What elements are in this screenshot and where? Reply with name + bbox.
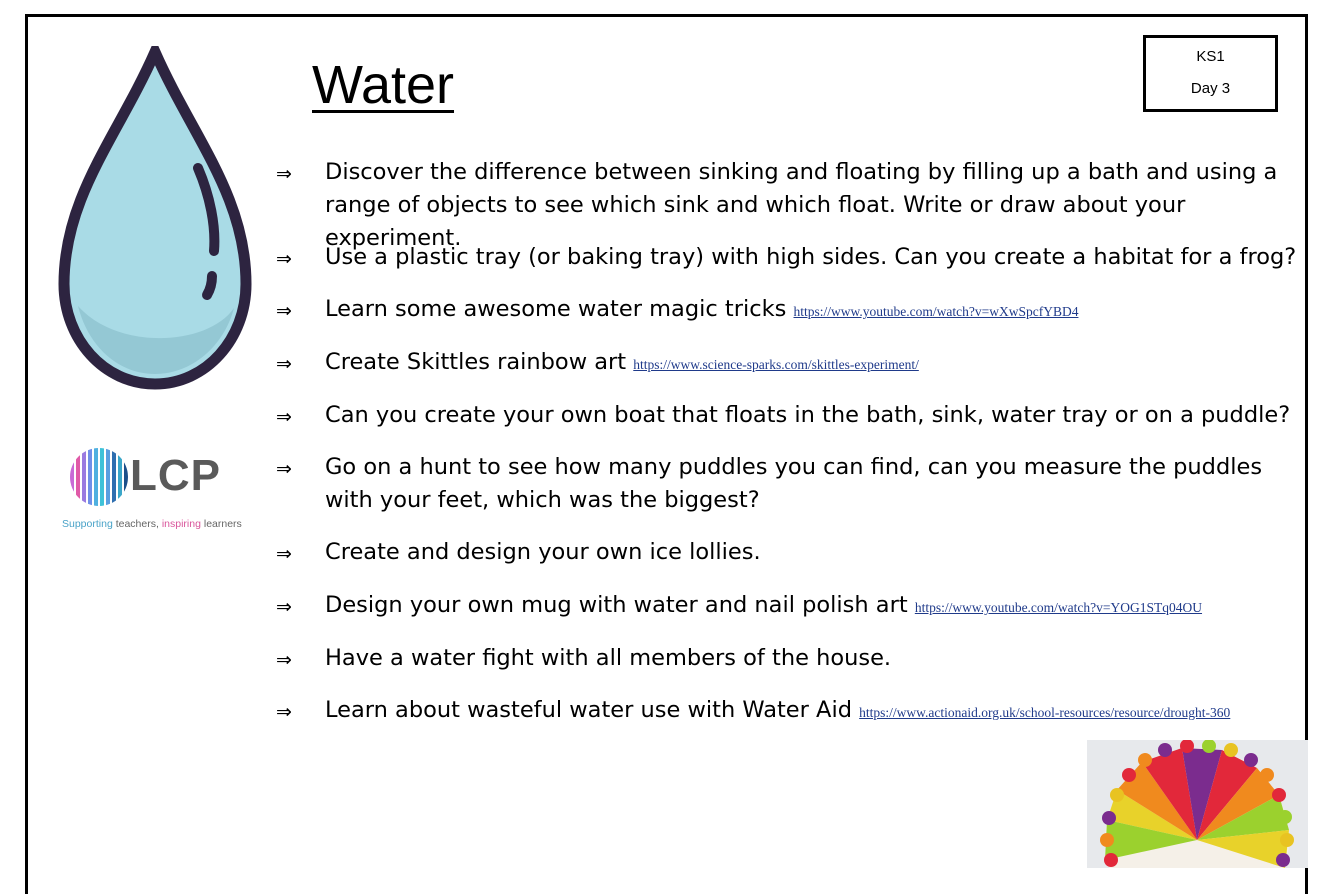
tagline-part: teachers, [112,518,162,530]
skittles-rainbow-photo [1087,740,1308,868]
activity-text: Go on a hunt to see how many puddles you can find, can you measure the puddles with your feet, which was the biggest? [325,454,1263,513]
arrow-bullet-icon: ⇒ [276,701,292,723]
key-stage-label: KS1 [1196,48,1225,65]
lcp-tagline [62,518,242,530]
activity-text: Design your own mug with water and nail polish art [325,592,915,618]
activity-text: Learn about wasteful water use with Water Aid [325,697,860,723]
arrow-bullet-icon: ⇒ [276,649,292,671]
lcp-brand-text: LCP [130,451,221,500]
arrow-bullet-icon: ⇒ [276,543,292,565]
tagline-part: Supporting [62,518,113,530]
activity-link[interactable]: https://www.science-sparks.com/skittles-experiment/ [633,357,919,372]
activity-text: Can you create your own boat that floats in the bath, sink, water tray or on a puddle? [325,402,1291,428]
activity-text: Have a water fight with all members of the house. [325,645,892,671]
activity-text: Create and design your own ice lollies. [325,539,761,565]
water-drop-icon [58,46,252,391]
activity-text: Discover the difference between sinking and floating by filling up a bath and using a range of objects to see which sink and which float. Write or draw about your experiment. [325,159,1278,251]
activity-text: Learn some awesome water magic tricks [325,296,794,322]
arrow-bullet-icon: ⇒ [276,163,292,185]
activity-text: Create Skittles rainbow art [325,349,634,375]
activity-link[interactable]: https://www.actionaid.org.uk/school-resources/resource/drought-360 [859,705,1231,720]
arrow-bullet-icon: ⇒ [276,458,292,480]
page-title: Water [312,55,455,115]
stage-day-box [1143,35,1278,112]
lcp-logo [62,446,242,536]
lcp-logo-mark-icon [68,446,130,508]
tagline-part: inspiring [161,518,201,530]
activity-text: Use a plastic tray (or baking tray) with high sides. Can you create a habitat for a frog? [325,244,1297,270]
activity-link[interactable]: https://www.youtube.com/watch?v=wXwSpcfYBD4 [793,304,1079,319]
tagline-part: learners [200,518,242,530]
day-label: Day 3 [1190,80,1231,97]
arrow-bullet-icon: ⇒ [276,353,292,375]
arrow-bullet-icon: ⇒ [276,596,292,618]
activity-link[interactable]: https://www.youtube.com/watch?v=YOG1STq04OU [914,600,1203,615]
arrow-bullet-icon: ⇒ [276,248,292,270]
arrow-bullet-icon: ⇒ [276,300,292,322]
arrow-bullet-icon: ⇒ [276,406,292,428]
